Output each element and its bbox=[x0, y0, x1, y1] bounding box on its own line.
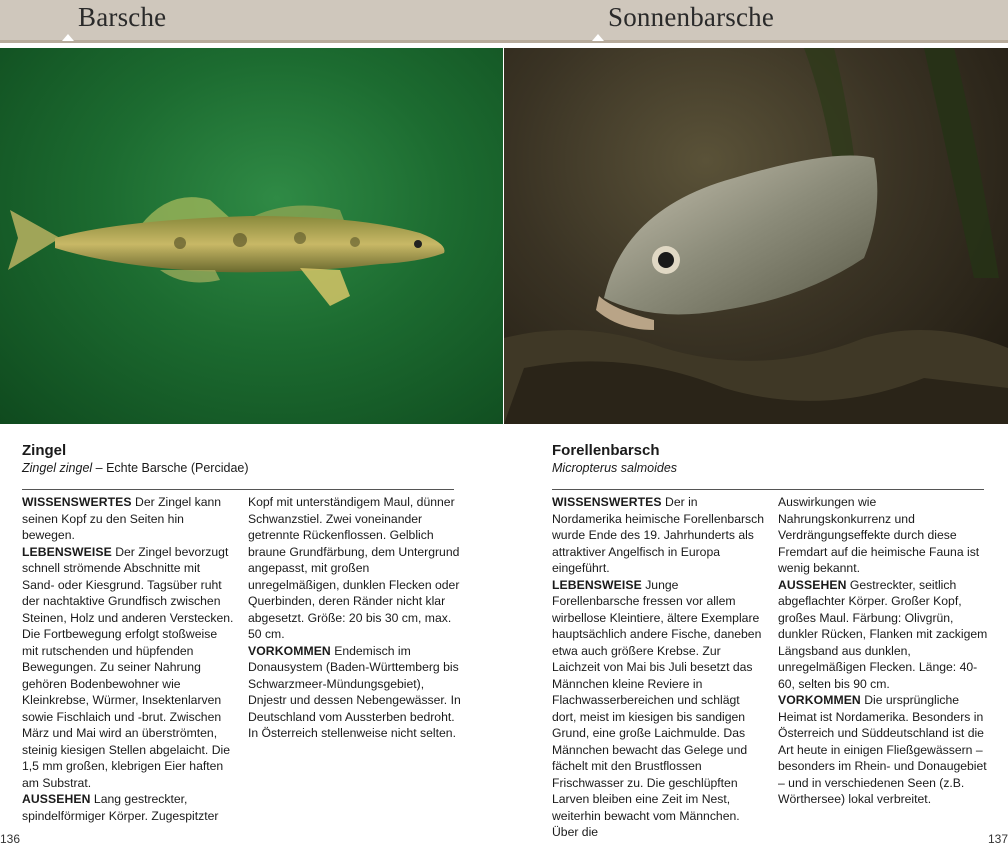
species-subtitle-right bbox=[552, 461, 677, 475]
latin-name-right: Micropterus salmoides bbox=[552, 461, 678, 475]
paragraph bbox=[22, 494, 236, 544]
section-label: VORKOMMEN bbox=[778, 693, 861, 707]
paragraph bbox=[552, 577, 766, 841]
species-name-left: Zingel bbox=[22, 442, 67, 459]
section-text: Gestreckter, seitlich abgeflachter Körper. Großer Kopf, großes Maul. Färbung: Olivgrün, dunkler Rücken, Flanken mit zackigem Längsband aus dunklen, unregelmäßigen Flecken. Länge: 40-60, selten bis 90 cm. bbox=[778, 577, 988, 691]
page-number-left: 136 bbox=[0, 832, 21, 846]
species-name-right: Forellenbarsch bbox=[552, 442, 660, 459]
text-column-left-1 bbox=[22, 494, 236, 824]
paragraph bbox=[22, 544, 236, 792]
forellenbarsch-photo bbox=[504, 48, 1008, 424]
text-column-right-2 bbox=[778, 494, 992, 808]
section-text: Der in Nordamerika heimische Forellenbarsch wurde Ende des 19. Jahrhunderts als attraktiver Angelfisch in Europa eingeführt. bbox=[552, 495, 765, 575]
section-label: AUSSEHEN bbox=[778, 577, 847, 592]
header-rule bbox=[0, 40, 1008, 43]
zingel-photo bbox=[0, 48, 503, 424]
section-text: Die ursprüngliche Heimat ist Nordamerika. Besonders in Österreich und Süddeutschland ist die Art heute in einigen Fließgewässern – besonders im Rhein- und Donaugebiet – und in verschiedenen Seen (z.B. Wörthersee) lokal verbreitet. bbox=[778, 693, 987, 806]
section-text: Auswirkungen wie Nahrungskonkurrenz und Verdrängungseffekte durch diese Fremdart auf die heimische Fauna ist wenig bekannt. bbox=[778, 495, 980, 575]
section-label: LEBENSWEISE bbox=[22, 544, 112, 559]
paragraph bbox=[248, 643, 462, 742]
section-text: Der Zingel bevorzugt schnell strömende Abschnitte mit Sand- oder Kiesgrund. Tagsüber ruht der nachtaktive Grundfisch zwischen Steinen, Holz und anderen Verstecken. Die Fortbewegung erfolgt stoßweise mit rutschenden und hüpfenden Bewegungen. Zu seiner Nahrung gehören Bodenbewohner wie Kleinkrebse, Würmer, Insektenlarven sowie Fischlaich und -brut. Zwischen März und Mai wird an überströmten, steinig kiesigen Stellen abgelaicht. Die 1,5 mm großen, klebrigen Eier haften am Substrat. bbox=[22, 544, 234, 790]
paragraph bbox=[248, 494, 462, 643]
section-label: WISSENSWERTES bbox=[22, 495, 132, 509]
latin-name-left: Zingel zingel bbox=[22, 461, 93, 475]
section-label: AUSSEHEN bbox=[22, 792, 91, 806]
divider-right bbox=[552, 489, 984, 490]
section-label: WISSENSWERTES bbox=[552, 495, 662, 509]
species-subtitle-left bbox=[22, 461, 249, 475]
section-text: Lang gestreckter, spindelförmiger Körper. Zugespitzter bbox=[22, 792, 219, 823]
zingel-illustration bbox=[0, 48, 503, 424]
chapter-title-left: Barsche bbox=[78, 2, 167, 32]
paragraph bbox=[22, 791, 236, 824]
divider-left bbox=[22, 489, 454, 490]
chapter-title-right: Sonnenbarsche bbox=[608, 2, 775, 32]
section-text: Kopf mit unterständigem Maul, dünner Schwanzstiel. Zwei voneinander getrennte Rückenflossen. Gelblich braune Grundfärbung, dem Untergrund angepasst, mit großen unregelmäßigen, dunklen Flecken oder Querbinden, deren Ränder nicht klar abgesetzt. Größe: 20 bis 30 cm, max. 50 cm. bbox=[248, 495, 460, 641]
paragraph bbox=[778, 577, 992, 693]
page-number-right: 137 bbox=[987, 832, 1008, 846]
paragraph bbox=[778, 692, 992, 808]
text-column-right-1 bbox=[552, 494, 766, 841]
header-notch-right bbox=[592, 34, 604, 41]
section-text: Der Zingel kann seinen Kopf zu den Seiten hin bewegen. bbox=[22, 495, 222, 542]
paragraph bbox=[552, 494, 766, 577]
section-text: Endemisch im Donausystem (Baden-Württemberg bis Schwarzmeer-Mündungsgebiet), Dnjestr und dessen Nebengewässer. In Deutschland vom Aussterben bedroht. In Österreich stellenweise nicht selten. bbox=[248, 643, 461, 740]
text-column-left-2 bbox=[248, 494, 462, 742]
section-label: VORKOMMEN bbox=[248, 643, 331, 658]
section-label: LEBENSWEISE bbox=[552, 577, 642, 592]
paragraph bbox=[778, 494, 992, 577]
section-text: Junge Forellenbarsche fressen vor allem wirbellose Kleintiere, ältere Exemplare hauptsächlich andere Fische, daneben etwa auch größere Krebse. Zur Laichzeit von Mai bis Juli besetzt das Männchen kleine Reviere in Flachwasserbereichen und schlägt dort, meist im kiesigen bis sandigen Grund, eine große Laichmulde. Das Männchen bewacht das Gelege und fächelt mit den Brustflossen Frischwasser zu. Die geschlüpften Larven bleiben eine Zeit im Nest, weiterhin bewacht vom Männchen. Über die bbox=[552, 577, 762, 839]
header-notch-left bbox=[62, 34, 74, 41]
forellenbarsch-illustration bbox=[504, 48, 1008, 424]
family-name-left: – Echte Barsche (Percidae) bbox=[92, 461, 249, 475]
